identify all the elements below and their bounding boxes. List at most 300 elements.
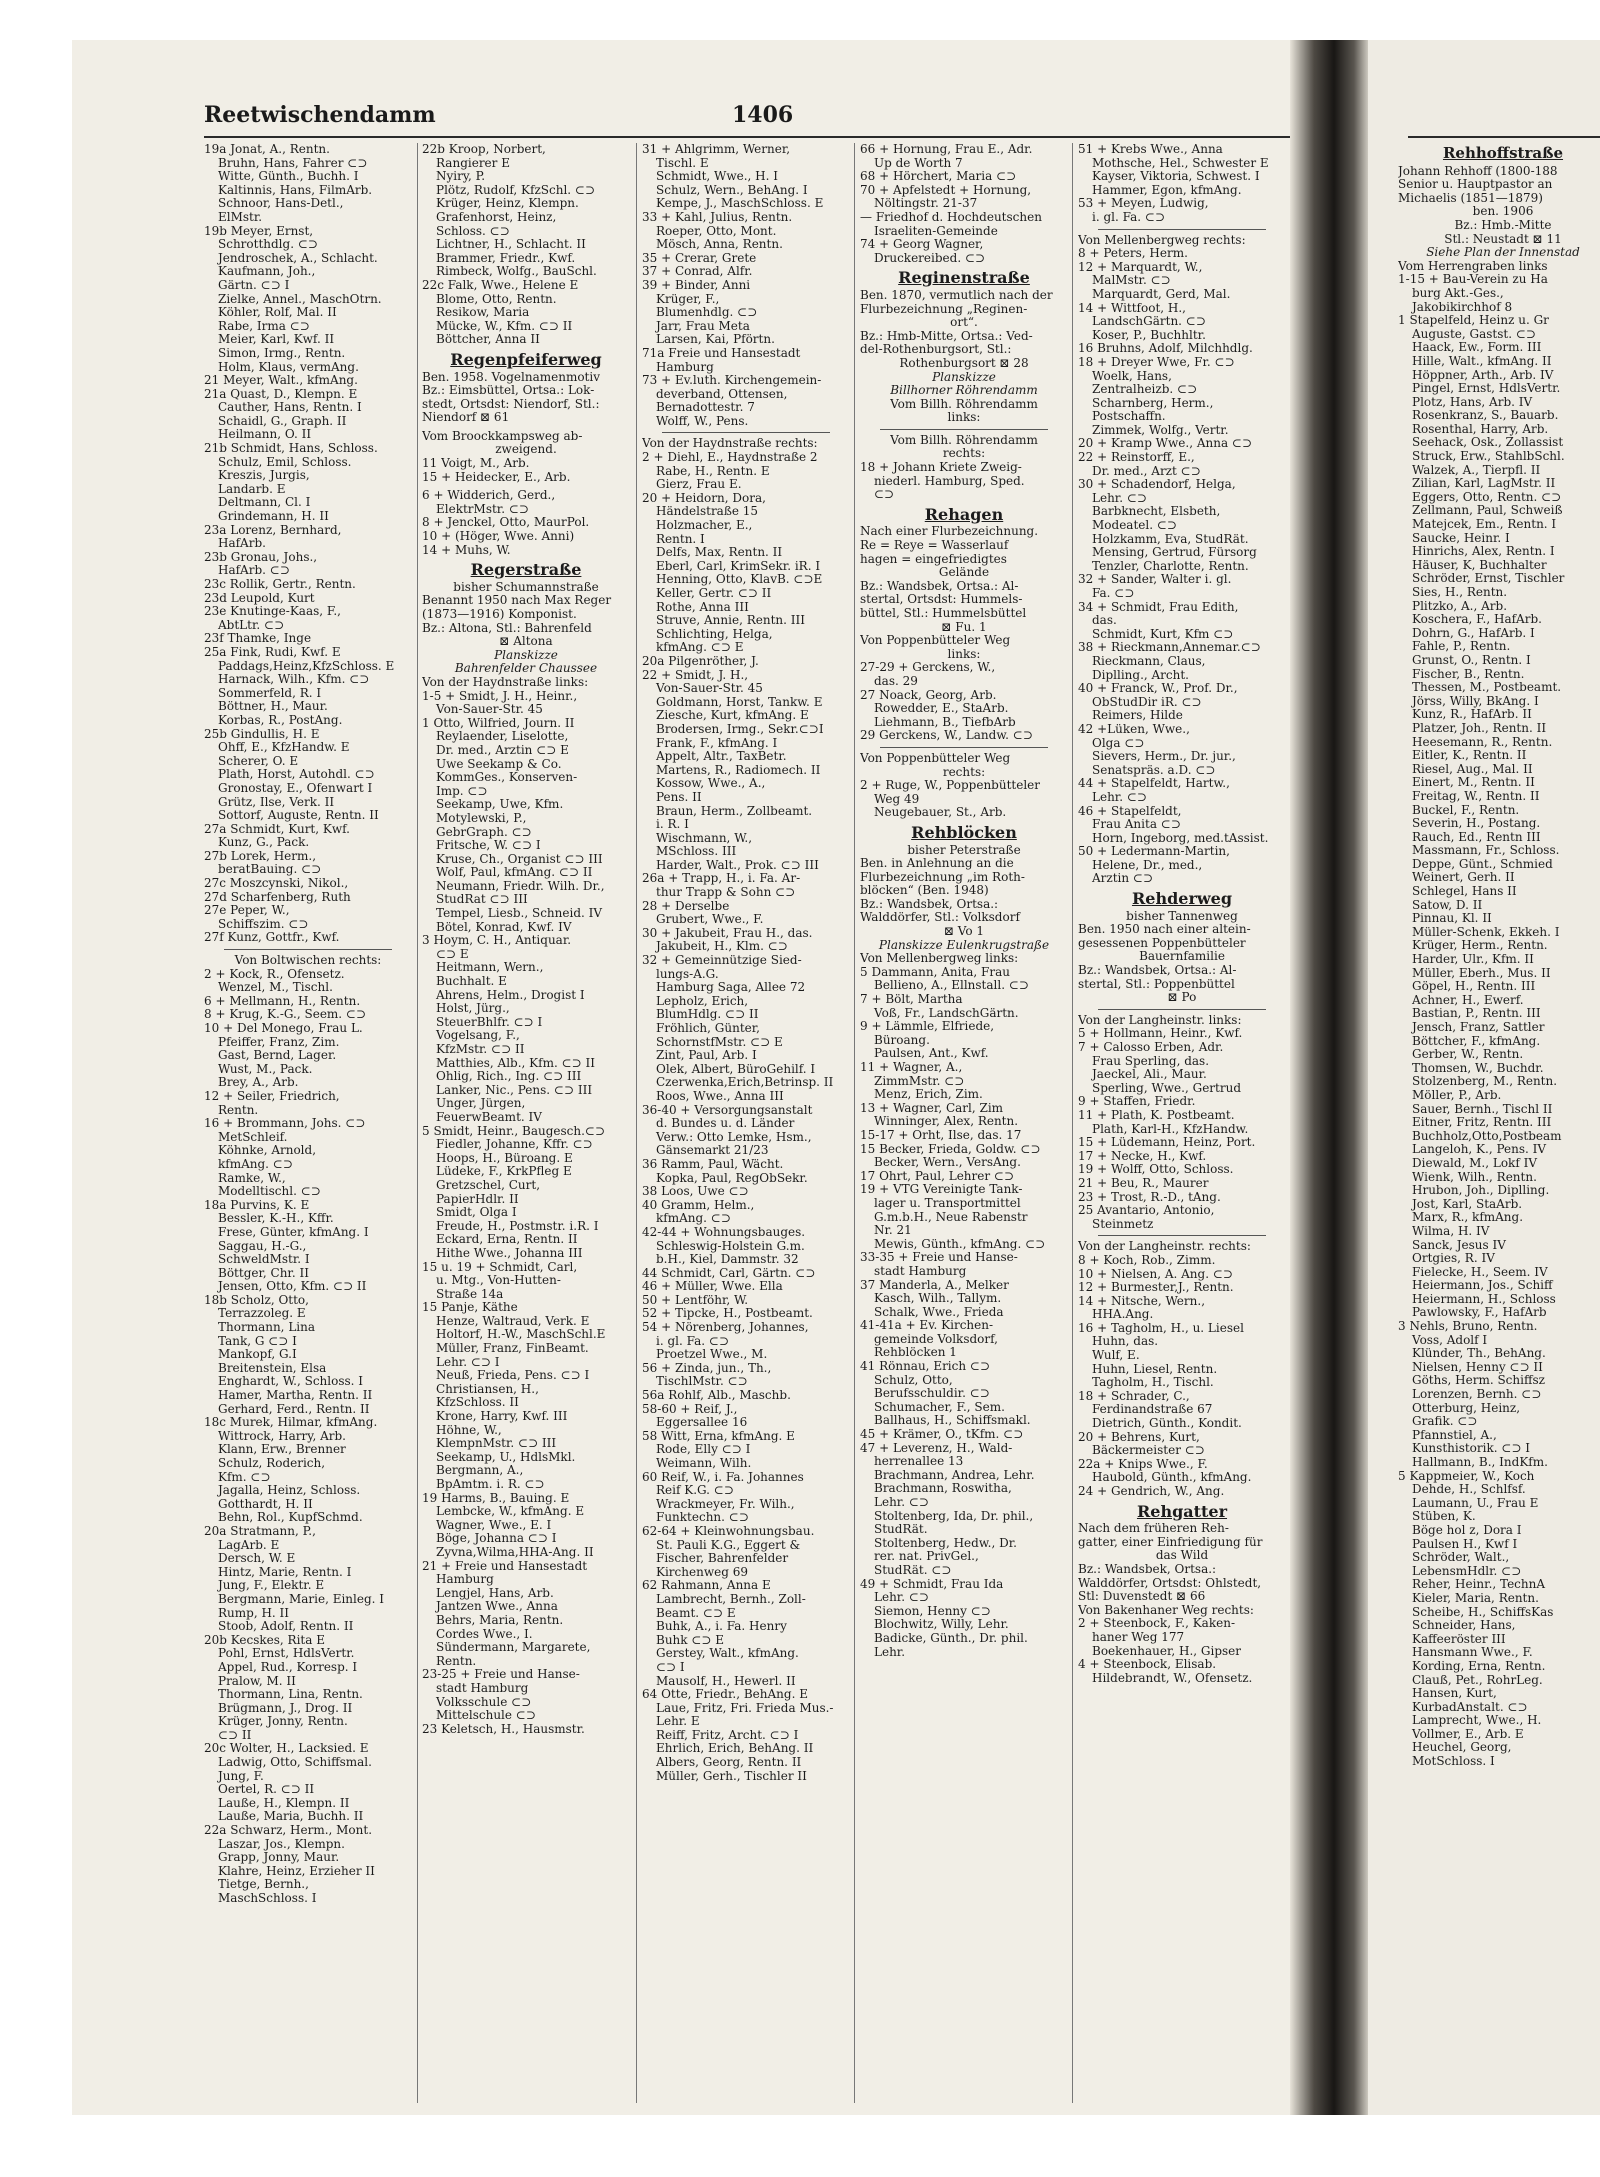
street-note: ⊠ Po: [1167, 990, 1197, 1005]
resident-entry: Tempel, Liesb., Schneid. IV: [436, 907, 603, 921]
resident-entry: Stoltenberg, Ida, Dr. phil.,: [874, 1509, 1034, 1523]
resident-entry: Kaltinnis, Hans, FilmArb.: [218, 183, 373, 197]
address-entry: 15 Panje, Käthe: [422, 1301, 518, 1315]
resident-entry: Rentn.: [218, 1103, 259, 1117]
resident-entry: Struck, Erw., StahlbSchl.: [1412, 450, 1565, 464]
section-divider: [224, 949, 392, 950]
address-entry: 49 + Schmidt, Frau Ida: [860, 1577, 1004, 1591]
resident-entry: Wrackmeyer, Fr. Wilh.,: [656, 1497, 795, 1511]
resident-entry: Heiermann, H., Schloss: [1412, 1292, 1556, 1306]
address-entry: 42-44 + Wohnungsbauges.: [642, 1225, 806, 1239]
address-entry: Bz.: Wandsbek, Ortsa.:: [860, 897, 999, 911]
resident-entry: Voss, Adolf I: [1412, 1333, 1488, 1347]
address-entry: hagen = eingefriedigtes: [860, 552, 1007, 566]
right-column: [1398, 143, 1600, 2108]
resident-entry: Rowedder, E., StaArb.: [874, 702, 1009, 716]
address-entry: 38 + Rieckmann,Annemar.⊂⊃: [1078, 641, 1261, 655]
resident-entry: Behn, Rol., KupfSchmd.: [218, 1511, 363, 1525]
address-entry: 53 + Meyen, Ludwig,: [1078, 197, 1209, 211]
resident-entry: Rosenkranz, S., Bauarb.: [1412, 409, 1559, 423]
address-entry: 38 Loos, Uwe ⊂⊃: [642, 1185, 749, 1199]
resident-entry: HafArb. ⊂⊃: [218, 564, 290, 578]
resident-entry: Schulz, Emil, Schloss.: [218, 455, 352, 469]
resident-entry: Schleswig-Holstein G.m.: [656, 1239, 805, 1253]
address-entry: Benannt 1950 nach Max Reger: [422, 594, 612, 608]
resident-entry: gemeinde Volksdorf,: [874, 1332, 998, 1346]
address-entry: 20 + Kramp Wwe., Anna ⊂⊃: [1078, 437, 1253, 451]
resident-entry: Gast, Bernd, Lager.: [218, 1049, 337, 1063]
resident-entry: Mewis, Günth., kfmAng. ⊂⊃: [874, 1237, 1046, 1251]
resident-entry: Schneider, Hans,: [1412, 1619, 1516, 1633]
resident-entry: Müller, Franz, FinBeamt.: [436, 1342, 589, 1356]
resident-entry: Tischl. E: [656, 156, 709, 170]
resident-entry: Ärztin ⊂⊃: [1092, 872, 1154, 886]
plan-reference: Siehe Plan der Innenstad: [1426, 245, 1580, 260]
resident-entry: Grütz, Ilse, Verk. II: [218, 795, 335, 809]
address-entry: 31 + Ahlgrimm, Werner,: [642, 143, 791, 156]
resident-entry: Holm, Klaus, vermAng.: [218, 360, 359, 374]
resident-entry: Plötz, Rudolf, KfzSchl. ⊂⊃: [436, 183, 596, 197]
resident-entry: Krüger, Heinz, Klempn.: [436, 197, 579, 211]
resident-entry: Fröhlich, Günter,: [656, 1022, 760, 1035]
resident-entry: PapierHdlr. II: [436, 1192, 519, 1206]
address-entry: 10 + (Höger, Wwe. Anni): [422, 530, 575, 544]
address-entry: Bz.: Hmb-Mitte, Ortsa.: Ved-: [860, 329, 1033, 343]
street-heading: Rehderweg: [1131, 889, 1233, 909]
resident-entry: Grapp, Jonny, Maur.: [218, 1851, 340, 1865]
address-entry: 6 + Widderich, Gerd.,: [422, 489, 556, 503]
address-entry: Bz.: Eimsbüttel, Ortsa.: Lok-: [422, 384, 595, 398]
plan-reference: Planskizze Eulenkrugstraße: [878, 937, 1050, 952]
resident-entry: Zentralheizb. ⊂⊃: [1092, 383, 1198, 397]
resident-entry: Goldmann, Horst, Tankw. E: [656, 695, 823, 709]
resident-entry: Struve, Annie, Rentn. III: [656, 614, 805, 628]
resident-entry: Keller, Gertr. ⊂⊃ II: [656, 587, 772, 600]
resident-entry: Kempe, J., MaschSchloss. E: [656, 197, 824, 211]
resident-entry: Berufsschuldir. ⊂⊃: [874, 1387, 990, 1401]
resident-entry: MalMstr. ⊂⊃: [1092, 274, 1171, 288]
resident-entry: Nöltingstr. 21-37: [874, 197, 978, 211]
address-entry: Von der Haydnstraße rechts:: [642, 437, 818, 451]
address-entry: 74 + Georg Wagner,: [860, 238, 984, 252]
address-entry: 20c Wolter, H., Lacksied. E: [204, 1742, 369, 1756]
address-entry: 1 Stapelfeld, Heinz u. Gr: [1398, 314, 1549, 328]
resident-entry: Brammer, Friedr., Kwf.: [436, 251, 576, 265]
resident-entry: Kieler, Maria, Rentn.: [1412, 1591, 1539, 1605]
resident-entry: Neugebauer, St., Arb.: [874, 806, 1007, 820]
resident-entry: Thormann, Lina: [218, 1321, 316, 1335]
resident-entry: Köhnke, Arnold,: [218, 1144, 317, 1158]
address-entry: stertal, Ortsdst: Hummels-: [860, 593, 1023, 607]
section-divider: [880, 747, 1048, 748]
resident-entry: Heiermann, Jos., Schiff: [1412, 1279, 1553, 1293]
resident-entry: Wienk, Wilh., Rentn.: [1412, 1170, 1537, 1184]
column-1: [204, 143, 412, 2108]
resident-entry: Heesemann, R., Rentn.: [1412, 735, 1553, 749]
resident-entry: ⊂⊃ E: [436, 947, 469, 961]
book-gutter: [1290, 40, 1370, 2115]
resident-entry: Müller, Eberh., Mus. II: [1412, 966, 1551, 980]
resident-entry: Martens, R., Radiomech. II: [656, 763, 821, 777]
resident-entry: Hinrichs, Alex, Rentn. I: [1412, 545, 1555, 559]
resident-entry: Lehr. ⊂⊃: [1092, 491, 1147, 505]
resident-entry: Kunz, R., HafArb. II: [1412, 708, 1532, 722]
resident-entry: Schiffszim. ⊂⊃: [218, 917, 309, 931]
resident-entry: ⊂⊃: [874, 488, 895, 502]
resident-entry: Plath, Horst, Autohdl. ⊂⊃: [218, 768, 375, 782]
resident-entry: Bellieno, A., Ellnstall. ⊂⊃: [874, 979, 1029, 993]
address-entry: 22 + Reinstorff, E.,: [1078, 451, 1195, 465]
street-range-title: Reetwischendamm: [204, 102, 436, 128]
resident-entry: Liehmann, B., TiefbArb: [874, 715, 1016, 729]
resident-entry: Kirchenweg 69: [656, 1565, 748, 1579]
resident-entry: d. Bundes u. d. Länder: [656, 1117, 795, 1131]
resident-entry: rer. nat. PrivGel.,: [874, 1550, 979, 1564]
resident-entry: Paddags,Heinz,KfzSchloss. E: [218, 659, 395, 673]
resident-entry: Krüger, Jonny, Rentn.: [218, 1715, 348, 1729]
address-entry: 21 Meyer, Walt., kfmAng.: [204, 374, 358, 388]
resident-entry: Gänsemarkt 21/23: [656, 1144, 769, 1158]
address-entry: 14 + Nitsche, Wern.,: [1078, 1294, 1206, 1308]
address-entry: Flurbezeichnung „Reginen-: [860, 302, 1028, 316]
resident-entry: Delfs, Max, Rentn. II: [656, 546, 783, 560]
resident-entry: Reher, Heinr., TechnA: [1412, 1578, 1546, 1592]
address-entry: 22 + Smidt, J. H.,: [642, 668, 749, 682]
resident-entry: Lauße, Maria, Buchh. II: [218, 1810, 364, 1824]
address-entry: 23-25 + Freie und Hanse-: [422, 1668, 580, 1682]
resident-entry: Klann, Erw., Brenner: [218, 1443, 346, 1457]
street-note: bisher Tannenweg: [1126, 908, 1238, 923]
street-note: Vom Billh. Röhrendamm: [890, 396, 1038, 411]
resident-entry: G.m.b.H., Neue Rabenstr: [874, 1210, 1028, 1224]
resident-entry: Kfm. ⊂⊃: [218, 1470, 271, 1484]
resident-entry: ObStudDir iR. ⊂⊃: [1092, 695, 1202, 709]
resident-entry: Gierz, Frau E.: [656, 478, 742, 492]
resident-entry: Koschera, F., HafArb.: [1412, 613, 1542, 627]
resident-entry: Pens. II: [656, 790, 702, 804]
address-entry: 2 + Kock, R., Ofensetz.: [204, 967, 345, 981]
address-entry: 15 u. 19 + Schmidt, Carl,: [422, 1260, 578, 1274]
street-note: bisher Peterstraße: [907, 842, 1021, 857]
resident-entry: Ladwig, Otto, Schiffsmal.: [218, 1756, 372, 1770]
right-header-rule: [1408, 136, 1600, 138]
address-entry: 14 + Wittfoot, H.,: [1078, 301, 1186, 315]
resident-entry: Lembcke, W., kfmAng. E: [436, 1505, 585, 1519]
resident-entry: HafArb.: [218, 537, 266, 551]
resident-entry: kfmAng. ⊂⊃ E: [656, 641, 744, 655]
resident-entry: Landarb. E: [218, 482, 286, 496]
address-entry: 46 + Müller, Wwe. Ella: [642, 1280, 783, 1294]
address-entry: 5 + Hollmann, Heinr., Kwf.: [1078, 1027, 1243, 1041]
resident-entry: Brügmann, J., Drog. II: [218, 1701, 353, 1715]
address-entry: 19 + Wolff, Otto, Schloss.: [1078, 1163, 1234, 1177]
address-entry: 16 Bruhns, Adolf, Milchhdlg.: [1078, 342, 1253, 356]
resident-entry: Sauer, Bernh., Tischl II: [1412, 1102, 1553, 1116]
address-entry: 22c Falk, Wwe., Helene E: [422, 278, 579, 292]
street-note: bisher Schumannstraße: [453, 579, 599, 594]
street-heading: Rehgatter: [1136, 1501, 1228, 1521]
resident-entry: Grafenhorst, Heinz,: [436, 210, 557, 224]
address-entry: 35 + Crerar, Grete: [642, 251, 757, 265]
address-entry: 2 + Steenbock, F., Kaken-: [1078, 1617, 1235, 1631]
address-entry: 25 Avantario, Antonio,: [1078, 1204, 1215, 1218]
resident-entry: Hamer, Martha, Rentn. II: [218, 1389, 373, 1403]
resident-entry: Seekamp, U., HdlsMkl.: [436, 1450, 576, 1464]
resident-entry: Appel, Rud., Korresp. I: [218, 1660, 358, 1674]
resident-entry: Rimbeck, Wolfg., BauSchl.: [436, 265, 597, 279]
column-divider: [854, 143, 855, 2103]
resident-entry: Brey, A., Arb.: [218, 1076, 299, 1090]
address-entry: 56 + Zinda, jun., Th.,: [642, 1361, 772, 1375]
address-entry: 18b Scholz, Otto,: [204, 1293, 309, 1307]
resident-entry: Wolff, W., Pens.: [656, 414, 749, 428]
street-note: Vom Billh. Röhrendamm: [890, 432, 1038, 447]
street-note: Gelände: [938, 565, 990, 580]
resident-entry: Nyiry, P.: [436, 170, 486, 184]
resident-entry: Olga ⊂⊃: [1092, 736, 1145, 750]
resident-entry: Buhk ⊂⊃ E: [656, 1633, 725, 1647]
resident-entry: Hildebrandt, W., Ofensetz.: [1092, 1671, 1253, 1685]
resident-entry: Krüger, F.,: [656, 292, 720, 306]
resident-entry: Czerwenka,Erich,Betrinsp. II: [656, 1076, 834, 1090]
resident-entry: Harder, Ulr., Kfm. II: [1412, 953, 1534, 967]
resident-entry: Sies, H., Rentn.: [1412, 586, 1508, 599]
address-entry: 11 Voigt, M., Arb.: [422, 457, 530, 471]
resident-entry: Modeatel. ⊂⊃: [1092, 519, 1177, 533]
resident-entry: Braun, Herm., Zollbeamt.: [656, 804, 813, 818]
resident-entry: Beamt. ⊂⊃ E: [656, 1606, 736, 1620]
resident-entry: StudRät.: [874, 1523, 928, 1537]
resident-entry: Breitenstein, Elsa: [218, 1361, 327, 1375]
resident-entry: SteuerBhlfr. ⊂⊃ I: [436, 1015, 543, 1029]
resident-entry: Eitner, Fritz, Rentn. III: [1412, 1116, 1552, 1130]
column-3: [642, 143, 850, 2108]
resident-entry: Huhn, das.: [1092, 1335, 1159, 1349]
resident-entry: Kaufmann, Joh.,: [218, 265, 316, 279]
street-note: Bauernfamilie: [1139, 949, 1225, 964]
resident-entry: Böge hol z, Dora I: [1412, 1523, 1522, 1537]
resident-entry: Holzmacher, E.,: [656, 519, 753, 533]
resident-entry: Hoops, H., Büroang. E: [436, 1151, 573, 1165]
resident-entry: Blumenhdlg. ⊂⊃: [656, 306, 758, 320]
resident-entry: Schlichting, Helga,: [656, 627, 773, 641]
street-note: ben. 1906: [1472, 204, 1534, 219]
address-entry: 21a Quast, D., Klempn. E: [204, 387, 358, 401]
address-entry: Von der Langheinstr. links:: [1078, 1013, 1242, 1027]
scan-margin: [0, 0, 70, 2177]
resident-entry: Roeper, Otto, Mont.: [656, 224, 777, 238]
resident-entry: Saggau, H.-G.,: [218, 1239, 307, 1253]
plan-reference: Bahrenfelder Chaussee: [454, 661, 598, 676]
resident-entry: Matejcek, Em., Rentn. I: [1412, 518, 1557, 532]
resident-entry: Lehr. E: [656, 1715, 700, 1729]
resident-entry: Eckard, Erna, Rentn. II: [436, 1233, 578, 1247]
resident-entry: Becker, Wern., VersAng.: [874, 1156, 1021, 1170]
plan-reference: Billhorner Röhrendamm: [890, 383, 1038, 398]
resident-entry: Schumacher, F., Sem.: [874, 1400, 1005, 1414]
resident-entry: Rieckmann, Claus,: [1092, 654, 1206, 668]
resident-entry: Böttcher, F., kfmAng.: [1412, 1034, 1541, 1048]
resident-entry: lager u. Transportmittel: [874, 1196, 1021, 1210]
resident-entry: Dr. med., Arzt ⊂⊃: [1092, 464, 1201, 478]
resident-entry: Tietge, Bernh.,: [218, 1878, 309, 1892]
section-divider: [662, 432, 830, 433]
address-entry: 37 + Conrad, Alfr.: [642, 265, 753, 279]
resident-entry: Rabe, Irma ⊂⊃: [218, 319, 310, 333]
address-entry: 23f Thamke, Inge: [204, 632, 312, 646]
resident-entry: Zint, Paul, Arb. I: [656, 1049, 757, 1063]
resident-entry: Haack, Ew., Form. III: [1412, 341, 1542, 355]
resident-entry: niederl. Hamburg, Sped.: [874, 474, 1025, 488]
resident-entry: KfzMstr. ⊂⊃ II: [436, 1043, 525, 1056]
resident-entry: Sommerfeld, R. I: [218, 686, 322, 700]
resident-entry: Senatspräs. a.D. ⊂⊃: [1092, 763, 1216, 777]
resident-entry: Deppe, Günt., Schmied: [1412, 857, 1553, 871]
address-entry: 6 + Mellmann, H., Rentn.: [204, 994, 361, 1008]
resident-entry: Frau Sperling, das.: [1092, 1054, 1210, 1068]
resident-entry: Rangierer E: [436, 156, 510, 170]
resident-entry: Hithe Wwe., Johanna III: [436, 1246, 583, 1260]
resident-entry: Zyvna,Wilma,HHA-Ang. II: [436, 1545, 594, 1559]
street-note: das Wild: [1155, 1548, 1209, 1563]
resident-entry: Resikow, Maria: [436, 306, 530, 320]
address-entry: 50 + Ledermann-Martin,: [1078, 845, 1230, 859]
resident-entry: Pingel, Ernst, HdlsVertr.: [1412, 382, 1561, 396]
address-entry: 11 + Wagner, A.,: [860, 1061, 963, 1074]
resident-entry: Jost, Karl, StaArb.: [1412, 1197, 1523, 1211]
resident-entry: Lamprecht, Wwe., H.: [1412, 1714, 1542, 1728]
resident-entry: Thormann, Lina, Rentn.: [218, 1688, 363, 1702]
resident-entry: Kossow, Wwe., A.,: [656, 777, 766, 791]
address-entry: 3 Nehls, Bruno, Rentn.: [1398, 1320, 1538, 1334]
resident-entry: Fritsche, W. ⊂⊃ I: [436, 839, 541, 853]
resident-entry: Langeloh, K., Pens. IV: [1412, 1143, 1547, 1157]
address-entry: Bz.: Altona, Stl.: Bahrenfeld: [422, 621, 592, 635]
resident-entry: Imp. ⊂⊃: [436, 784, 488, 798]
address-entry: 19 + VTG Vereinigte Tank-: [860, 1183, 1023, 1197]
resident-entry: Pinnau, Kl. II: [1412, 912, 1492, 926]
resident-entry: Lehr. ⊂⊃: [874, 1591, 929, 1605]
address-entry: 14 + Muhs, W.: [422, 543, 511, 557]
resident-entry: Mücke, W., Kfm. ⊂⊃ II: [436, 319, 573, 333]
address-entry: 27f Kunz, Gottfr., Kwf.: [204, 931, 340, 945]
resident-entry: Tenzler, Charlotte, Rentn.: [1092, 559, 1249, 573]
resident-entry: Schulz, Otto,: [874, 1373, 953, 1387]
resident-entry: Holst, Jürg.,: [436, 1002, 510, 1016]
resident-entry: Riesel, Aug., Mal. II: [1412, 762, 1533, 776]
resident-entry: Christiansen, H.,: [436, 1382, 539, 1396]
resident-entry: Heitmann, Wern.,: [436, 961, 544, 975]
address-entry: 15 + Heidecker, E., Arb.: [422, 470, 571, 484]
resident-entry: Kaffeeröster III: [1412, 1632, 1506, 1646]
resident-entry: Bessler, K.-H., Kffr.: [218, 1212, 334, 1226]
resident-entry: Jung, F.: [218, 1769, 264, 1783]
resident-entry: Koser, P., Buchhltr.: [1092, 328, 1206, 342]
address-entry: Vom Herrengraben links: [1398, 259, 1548, 273]
resident-entry: das. 29: [874, 674, 918, 688]
section-divider: [1098, 1235, 1266, 1236]
address-entry: 20a Stratmann, P.,: [204, 1524, 316, 1538]
address-entry: 19 Harms, B., Bauing. E: [422, 1491, 570, 1505]
address-entry: 22a + Knips Wwe., F.: [1078, 1457, 1208, 1471]
resident-entry: Blochwitz, Willy, Lehr.: [874, 1618, 1009, 1632]
resident-entry: Pawlowsky, F., HafArb: [1412, 1306, 1547, 1320]
resident-entry: Frese, Günter, kfmAng. I: [218, 1225, 369, 1239]
resident-entry: Lichtner, H., Schlacht. II: [436, 238, 586, 252]
street-heading: Regenpfeiferweg: [450, 349, 602, 369]
address-entry: 7 + Bölt, Martha: [860, 993, 963, 1007]
resident-entry: Klünder, Th., BehAng.: [1412, 1347, 1546, 1361]
header-rule: [204, 136, 1354, 138]
resident-entry: Larsen, Kai, Pförtn.: [656, 333, 775, 347]
resident-entry: Sperling, Wwe., Gertrud: [1092, 1081, 1241, 1095]
resident-entry: Holtorf, H.-W., MaschSchl.E: [436, 1328, 606, 1342]
resident-entry: Ferdinandstraße 67: [1092, 1403, 1213, 1417]
address-entry: 20a Pilgenröther, J.: [642, 654, 759, 668]
address-entry: 25b Gindullis, H. E: [204, 727, 320, 741]
address-entry: 25a Fink, Rudi, Kwf. E: [204, 645, 341, 659]
resident-entry: Jarr, Frau Meta: [656, 319, 750, 333]
address-entry: Von Poppenbütteler Weg: [860, 751, 1011, 765]
address-entry: 33-35 + Freie und Hanse-: [860, 1251, 1018, 1265]
resident-entry: Ehrlich, Erich, BehAng. II: [656, 1742, 814, 1756]
resident-entry: Dersch, W. E: [218, 1552, 296, 1566]
address-entry: Michaelis (1851—1879): [1398, 191, 1543, 205]
resident-entry: Rode, Elly ⊂⊃ I: [656, 1443, 751, 1457]
resident-entry: Roos, Wwe., Anna III: [656, 1089, 784, 1103]
resident-entry: Terrazzoleg. E: [218, 1307, 306, 1321]
resident-entry: Neuß, Frieda, Pens. ⊂⊃ I: [436, 1369, 590, 1383]
resident-entry: Pohl, Ernst, HdlsVertr.: [218, 1647, 355, 1661]
resident-entry: Gärtn. ⊂⊃ I: [218, 278, 290, 292]
resident-entry: Zielke, Annel., MaschOtrn.: [218, 292, 382, 306]
street-heading: Rehagen: [924, 504, 1004, 524]
resident-entry: LagArb. E: [218, 1538, 280, 1552]
resident-entry: Funktechn. ⊂⊃: [656, 1511, 749, 1525]
resident-entry: Lauße, H., Klempn. II: [218, 1796, 350, 1810]
resident-entry: Jendroschek, A., Schlacht.: [218, 251, 378, 265]
resident-entry: Lehr. ⊂⊃: [1092, 790, 1147, 804]
address-entry: 23b Gronau, Johs.,: [204, 550, 318, 564]
resident-entry: Woelk, Hans,: [1092, 369, 1172, 383]
resident-entry: Wust, M., Pack.: [218, 1062, 313, 1076]
resident-entry: stadt Hamburg: [436, 1681, 529, 1695]
resident-entry: FeuerwBeamt. IV: [436, 1110, 542, 1124]
resident-entry: Eitler, K., Rentn. II: [1412, 749, 1527, 763]
address-entry: 9 + Lämmle, Elfriede,: [860, 1020, 995, 1034]
street-note: links:: [947, 646, 981, 661]
address-entry: 8 + Peters, Herm.: [1078, 247, 1188, 261]
resident-entry: Dehde, H., Schlfsf.: [1412, 1483, 1526, 1497]
address-entry: (1873—1916) Komponist.: [422, 608, 577, 621]
resident-entry: Göpel, H., Rentn. III: [1412, 980, 1536, 994]
resident-entry: Fielecke, H., Seem. IV: [1412, 1265, 1548, 1279]
resident-entry: Frau Anita ⊂⊃: [1092, 818, 1181, 832]
resident-entry: haner Weg 177: [1092, 1630, 1185, 1644]
resident-entry: Satow, D. II: [1412, 898, 1483, 912]
resident-entry: Nielsen, Henny ⊂⊃ II: [1412, 1360, 1543, 1374]
resident-entry: Kunz, G., Pack.: [218, 836, 310, 850]
resident-entry: Fa. ⊂⊃: [1092, 587, 1135, 600]
resident-entry: Mösch, Anna, Rentn.: [656, 238, 783, 252]
address-entry: 1-15 + Bau-Verein zu Ha: [1398, 273, 1548, 287]
address-entry: blöcken“ (Ben. 1948): [860, 884, 989, 898]
resident-entry: Bruhn, Hans, Fahrer ⊂⊃: [218, 156, 368, 170]
resident-entry: LandschGärtn. ⊂⊃: [1092, 315, 1206, 329]
address-entry: 27e Peper, W.,: [204, 904, 290, 918]
resident-entry: Deltmann, Cl. I: [218, 496, 311, 510]
address-entry: 39 + Binder, Anni: [642, 278, 751, 292]
